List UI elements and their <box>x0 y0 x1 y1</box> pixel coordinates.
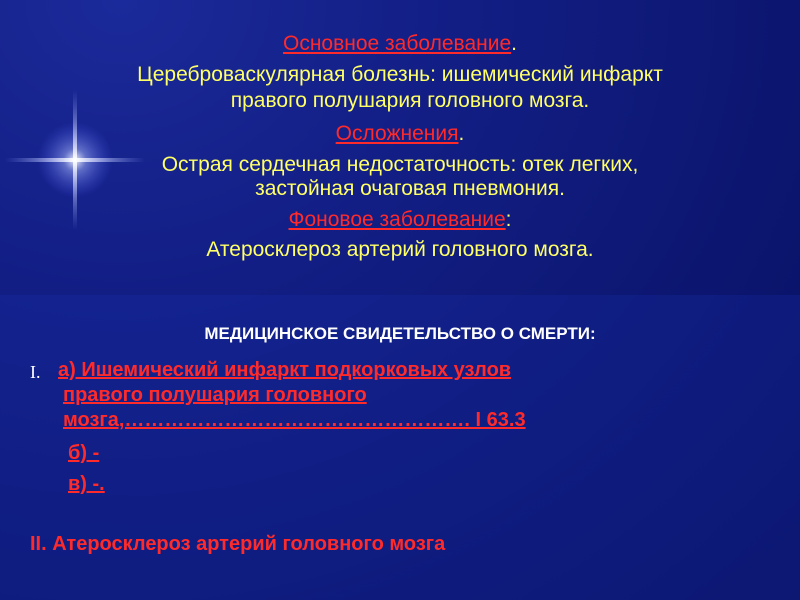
part2-line: II. Атеросклероз артерий головного мозга <box>30 533 446 555</box>
background-disease-punct: : <box>505 208 512 231</box>
main-disease-label: Основное заболевание <box>283 32 512 55</box>
item-c-line: в) -. <box>68 473 105 495</box>
complications-text-line1: Острая сердечная недостаточность: отек легких, <box>161 153 639 176</box>
complications-heading <box>0 122 800 146</box>
item-a-line2: правого полушария головного <box>63 384 367 406</box>
main-disease-heading <box>0 32 800 56</box>
complications-label: Осложнения <box>335 122 459 145</box>
complications-text-line2: застойная очаговая пневмония. <box>255 177 565 200</box>
background-disease-heading <box>0 208 800 232</box>
part1-numeral: I. <box>30 362 41 382</box>
item-a-line3: мозга,……………………………………………. I 63.3 <box>63 409 526 431</box>
certificate-title: МЕДИЦИНСКОЕ СВИДЕТЕЛЬСТВО О СМЕРТИ: <box>204 324 596 343</box>
main-disease-text-line2: правого полушария головного мозга. <box>230 89 590 112</box>
main-disease-punct: . <box>511 32 517 55</box>
item-a-line1: а) Ишемический инфаркт подкорковых узлов <box>58 359 512 381</box>
background-disease-label: Фоновое заболевание <box>288 208 506 231</box>
main-disease-text-line1: Цереброваскулярная болезнь: ишемический инфаркт <box>137 63 663 86</box>
item-b-line: б) - <box>68 442 100 464</box>
complications-punct: . <box>458 122 465 145</box>
background-disease-text: Атеросклероз артерий головного мозга. <box>206 238 594 261</box>
